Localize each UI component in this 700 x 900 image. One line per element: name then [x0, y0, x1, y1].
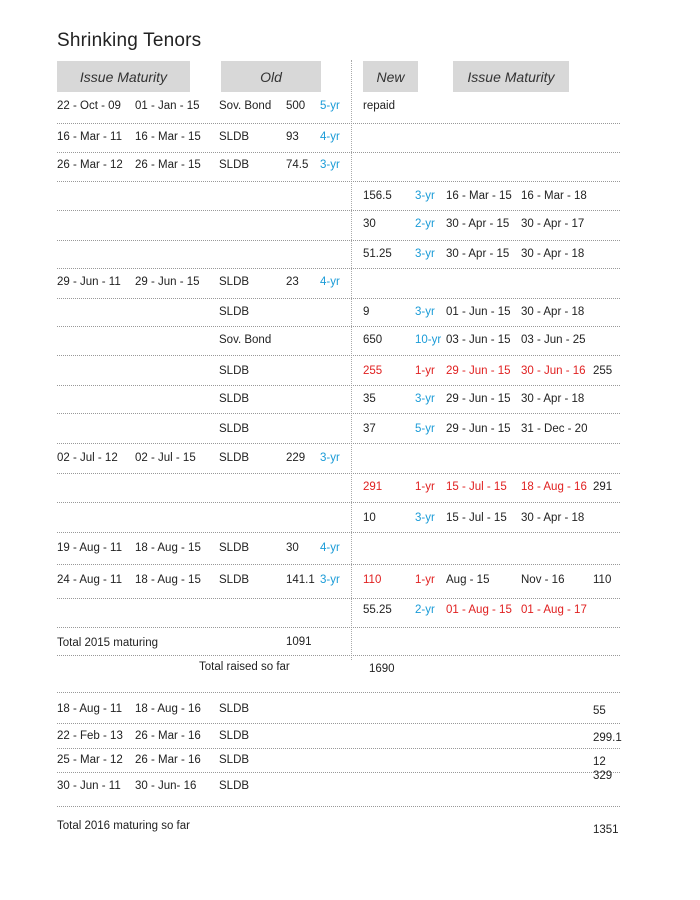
table-cell: 29 - Jun - 11 [57, 276, 121, 288]
table-cell: 110 [593, 574, 612, 586]
total-2015-label: Total 2015 maturing [57, 637, 159, 649]
table-cell: 3-yr [415, 306, 435, 318]
table-cell: 30 - Jun - 16 [521, 365, 586, 377]
row-divider [57, 298, 620, 299]
table-cell: 02 - Jul - 15 [135, 452, 196, 464]
table-cell: 22 - Oct - 09 [57, 100, 121, 112]
row-divider [57, 473, 620, 474]
row-divider [57, 627, 620, 628]
table-cell: 2-yr [415, 604, 435, 616]
table-cell: 3-yr [320, 452, 340, 464]
table-cell: 4-yr [320, 542, 340, 554]
row-divider [57, 692, 620, 693]
table-cell: 10 [363, 512, 376, 524]
table-cell: 30 - Apr - 18 [521, 248, 585, 260]
table-cell: 25 - Mar - 12 [57, 754, 123, 766]
table-cell: 9 [363, 306, 370, 318]
table-cell: repaid [363, 100, 395, 112]
table-cell: 291 [593, 481, 613, 493]
total-raised-label: Total raised so far [199, 661, 290, 673]
table-cell: 29 - Jun - 15 [446, 423, 511, 435]
table-cell: 3-yr [415, 248, 435, 260]
table-cell: 15 - Jul - 15 [446, 481, 507, 493]
table-cell: 5-yr [320, 100, 340, 112]
row-divider [57, 806, 620, 807]
row-divider [57, 772, 620, 773]
table-cell: Sov. Bond [219, 334, 272, 346]
table-cell: 299.1 [593, 732, 622, 744]
table-cell: 93 [286, 131, 299, 143]
row-divider [57, 723, 620, 724]
table-cell: 3-yr [320, 574, 340, 586]
row-divider [57, 355, 620, 356]
table-cell: 30 [286, 542, 299, 554]
total-2015-value: 1091 [286, 636, 312, 648]
row-divider [57, 181, 620, 182]
table-cell: 30 - Apr - 15 [446, 218, 510, 230]
table-cell: 30 - Apr - 18 [521, 393, 585, 405]
table-cell: 5-yr [415, 423, 435, 435]
table-cell: 30 - Jun - 11 [57, 780, 121, 792]
table-cell: 16 - Mar - 11 [57, 131, 122, 143]
table-cell: 23 [286, 276, 299, 288]
table-cell: 01 - Aug - 17 [521, 604, 587, 616]
table-cell: Aug - 15 [446, 574, 490, 586]
table-cell: 01 - Jan - 15 [135, 100, 200, 112]
table-cell: 12 [593, 756, 606, 768]
table-cell: SLDB [219, 730, 250, 742]
column-divider [351, 60, 352, 660]
table-cell: SLDB [219, 306, 250, 318]
table-cell: 291 [363, 481, 383, 493]
total-2016-value: 1351 [593, 824, 619, 836]
row-divider [57, 532, 620, 533]
header-new: New [363, 61, 418, 92]
table-cell: 2-yr [415, 218, 435, 230]
table-cell: 30 - Apr - 18 [521, 512, 585, 524]
table-cell: 30 - Apr - 15 [446, 248, 510, 260]
table-cell: 18 - Aug - 15 [135, 574, 201, 586]
table-cell: SLDB [219, 365, 250, 377]
row-divider [57, 385, 620, 386]
table-cell: 26 - Mar - 16 [135, 730, 201, 742]
table-cell: 3-yr [415, 393, 435, 405]
table-cell: 1-yr [415, 365, 435, 377]
table-cell: SLDB [219, 452, 250, 464]
table-cell: 18 - Aug - 16 [521, 481, 587, 493]
table-cell: Sov. Bond [219, 100, 272, 112]
table-cell: 74.5 [286, 159, 309, 171]
table-cell: 26 - Mar - 15 [135, 159, 201, 171]
table-cell: 30 [363, 218, 376, 230]
page-title: Shrinking Tenors [57, 30, 202, 51]
table-cell: Nov - 16 [521, 574, 565, 586]
table-cell: 10-yr [415, 334, 442, 346]
row-divider [57, 240, 620, 241]
table-cell: 55.25 [363, 604, 392, 616]
table-cell: 15 - Jul - 15 [446, 512, 507, 524]
table-cell: SLDB [219, 131, 250, 143]
table-cell: SLDB [219, 393, 250, 405]
row-divider [57, 210, 620, 211]
table-cell: 30 - Jun- 16 [135, 780, 197, 792]
row-divider [57, 598, 620, 599]
table-cell: 141.1 [286, 574, 315, 586]
table-cell: 51.25 [363, 248, 392, 260]
table-cell: 1-yr [415, 481, 435, 493]
table-cell: SLDB [219, 276, 250, 288]
row-divider [57, 502, 620, 503]
table-cell: 29 - Jun - 15 [135, 276, 200, 288]
table-cell: 255 [593, 365, 613, 377]
table-cell: 55 [593, 705, 606, 717]
table-cell: SLDB [219, 703, 250, 715]
row-divider [57, 564, 620, 565]
table-cell: 18 - Aug - 16 [135, 703, 201, 715]
table-cell: SLDB [219, 780, 250, 792]
row-divider [57, 152, 620, 153]
table-cell: 03 - Jun - 25 [521, 334, 586, 346]
table-cell: 156.5 [363, 190, 392, 202]
table-cell: 03 - Jun - 15 [446, 334, 511, 346]
header-old-issue-maturity: Issue Maturity [57, 61, 190, 92]
table-cell: 3-yr [415, 512, 435, 524]
table-cell: 26 - Mar - 12 [57, 159, 123, 171]
table-cell: 16 - Mar - 15 [135, 131, 201, 143]
table-cell: 24 - Aug - 11 [57, 574, 122, 586]
table-cell: 110 [363, 574, 382, 586]
table-cell: 37 [363, 423, 376, 435]
table-cell: 26 - Mar - 16 [135, 754, 201, 766]
table-cell: SLDB [219, 754, 250, 766]
table-cell: SLDB [219, 423, 250, 435]
row-divider [57, 413, 620, 414]
table-cell: 01 - Jun - 15 [446, 306, 511, 318]
row-divider [57, 123, 620, 124]
table-cell: 30 - Apr - 18 [521, 306, 585, 318]
table-cell: 18 - Aug - 11 [57, 703, 122, 715]
total-raised-value: 1690 [369, 663, 395, 675]
table-cell: 255 [363, 365, 383, 377]
table-cell: 02 - Jul - 12 [57, 452, 118, 464]
table-cell: 22 - Feb - 13 [57, 730, 123, 742]
table-cell: 29 - Jun - 15 [446, 393, 511, 405]
row-divider [57, 268, 620, 269]
table-cell: SLDB [219, 159, 250, 171]
row-divider [57, 748, 620, 749]
table-cell: 3-yr [415, 190, 435, 202]
table-cell: 4-yr [320, 276, 340, 288]
table-cell: 31 - Dec - 20 [521, 423, 588, 435]
table-cell: 29 - Jun - 15 [446, 365, 511, 377]
table-cell: 3-yr [320, 159, 340, 171]
table-cell: 4-yr [320, 131, 340, 143]
table-cell: 19 - Aug - 11 [57, 542, 122, 554]
row-divider [57, 326, 620, 327]
table-cell: 329 [593, 770, 613, 782]
table-cell: 500 [286, 100, 306, 112]
table-cell: 16 - Mar - 18 [521, 190, 587, 202]
table-cell: 16 - Mar - 15 [446, 190, 512, 202]
table-cell: 1-yr [415, 574, 435, 586]
table-cell: 01 - Aug - 15 [446, 604, 512, 616]
table-cell: 30 - Apr - 17 [521, 218, 585, 230]
header-old: Old [221, 61, 321, 92]
table-cell: SLDB [219, 574, 250, 586]
row-divider [57, 443, 620, 444]
total-2016-label: Total 2016 maturing so far [57, 820, 190, 832]
table-cell: 650 [363, 334, 383, 346]
table-cell: SLDB [219, 542, 250, 554]
header-new-issue-maturity: Issue Maturity [453, 61, 569, 92]
row-divider [57, 655, 620, 656]
table-cell: 229 [286, 452, 306, 464]
table-cell: 35 [363, 393, 376, 405]
table-cell: 18 - Aug - 15 [135, 542, 201, 554]
